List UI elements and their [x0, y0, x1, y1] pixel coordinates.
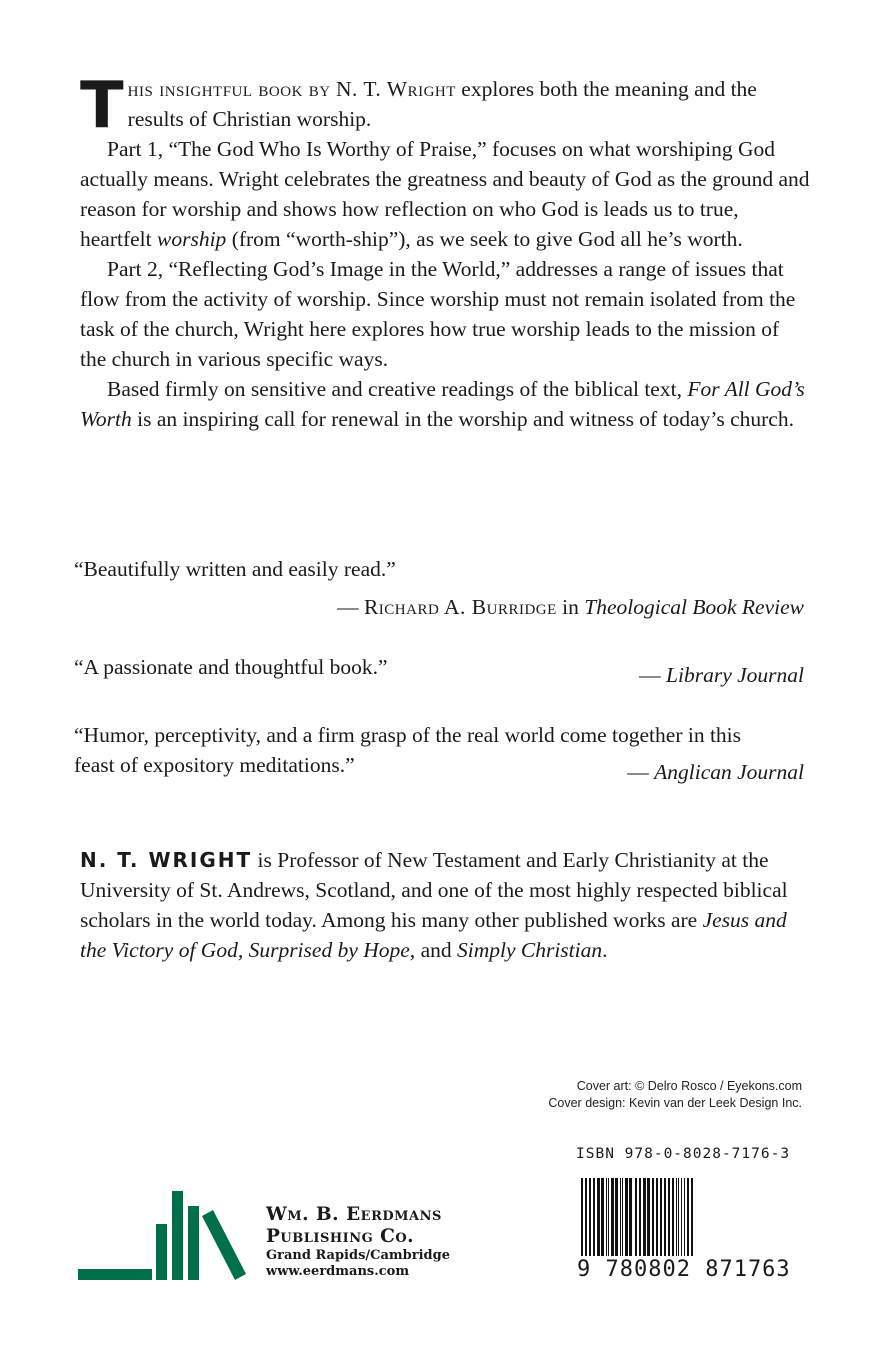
publisher-logo	[78, 1188, 253, 1280]
barcode-bar	[589, 1178, 591, 1258]
barcode-bar	[672, 1178, 674, 1258]
barcode-bar	[601, 1178, 604, 1258]
barcode-bar	[643, 1178, 646, 1258]
description-summary: Based firmly on sensitive and creative readings of the biblical text, For All God’s Worth is an inspiring call for renewal in the worship and witness of today’s church.	[80, 377, 805, 431]
publisher-info	[266, 1204, 450, 1280]
barcode-bar	[620, 1178, 621, 1258]
publisher-website[interactable]: www.eerdmans.com	[266, 1264, 410, 1279]
barcode-bar	[656, 1178, 658, 1258]
barcode-bar	[611, 1178, 614, 1258]
review-attribution: — Richard A. Burridge in Theological Book Review	[337, 595, 804, 619]
barcode-bar	[615, 1178, 618, 1258]
author-name: N. T. WRIGHT	[80, 848, 253, 872]
description-part1: Part 1, “The God Who Is Worthy of Praise,” focuses on what worshiping God actually means. Wright celebrates the greatness and beauty of God as the ground and reason for worship and shows how reflection on who God is leads us to true, heartfelt worship (from “worth-ship”), as we seek to give God all he’s worth.	[80, 137, 810, 251]
publisher-name-line2: Publishing Co.	[266, 1226, 415, 1247]
lead-rest: explores both the meaning and the results of Christian worship.	[127, 77, 757, 131]
barcode-number: 9 780802 871763	[577, 1256, 803, 1284]
barcode-bar	[681, 1178, 682, 1258]
description-lead	[80, 69, 810, 143]
barcode-bar	[684, 1178, 685, 1258]
cover-credits	[548, 1078, 802, 1112]
bookshelf-logo-icon	[78, 1188, 253, 1280]
author-bio: N. T. WRIGHT is Professor of New Testament and Early Christianity at the University of St. Andrews, Scotland, and one of the most highly respected biblical scholars in the world today. Among his many other published works are Jesus and the Victory of God, Surprised by Hope, and Simply Christian.	[80, 848, 788, 962]
book-description	[80, 69, 810, 434]
publisher-name-line1: Wm. B. Eerdmans	[266, 1204, 442, 1225]
barcode-bar	[593, 1178, 595, 1258]
barcode-bar	[625, 1178, 628, 1258]
barcode-bar	[664, 1178, 666, 1258]
barcode-bar	[678, 1178, 679, 1258]
barcode-bar	[608, 1178, 609, 1258]
barcode-bar	[606, 1178, 607, 1258]
review-quote: “Beautifully written and easily read.”	[74, 557, 396, 581]
drop-cap: T	[80, 69, 124, 143]
barcode-bar	[652, 1178, 654, 1258]
review-1	[74, 554, 804, 622]
review-quote: “A passionate and thoughtful book.”	[74, 655, 388, 679]
lead-author: N. T. Wright	[336, 77, 456, 101]
isbn-label: ISBN 978-0-8028-7176-3	[576, 1146, 791, 1162]
review-2	[74, 652, 804, 687]
barcode-bar	[668, 1178, 670, 1258]
review-attribution: — Anglican Journal	[627, 760, 804, 784]
barcode-bar	[629, 1178, 632, 1258]
barcode-bar	[660, 1178, 662, 1258]
barcode-bar	[676, 1178, 677, 1258]
barcode-bar	[647, 1178, 650, 1258]
description-part2: Part 2, “Reflecting God’s Image in the World,” addresses a range of issues that flow from the activity of worship. Since worship must not remain isolated from the task of the church, Wright here explores how true worship leads to the mission of the church in various specific ways.	[80, 257, 796, 371]
review-quote: “Humor, perceptivity, and a firm grasp of the real world come together in this feast of expository meditations.”	[74, 723, 742, 777]
review-attribution: — Library Journal	[639, 663, 804, 687]
publisher-location: Grand Rapids/Cambridge	[266, 1248, 451, 1263]
cover-design-credit: Cover design: Kevin van der Leek Design Inc.	[548, 1096, 802, 1110]
cover-art-credit: Cover art: © Delro Rosco / Eyekons.com	[576, 1079, 802, 1093]
barcode-bar	[597, 1178, 600, 1258]
barcode-bar	[622, 1178, 623, 1258]
lead-smallcaps: his insightful book by	[127, 77, 331, 101]
